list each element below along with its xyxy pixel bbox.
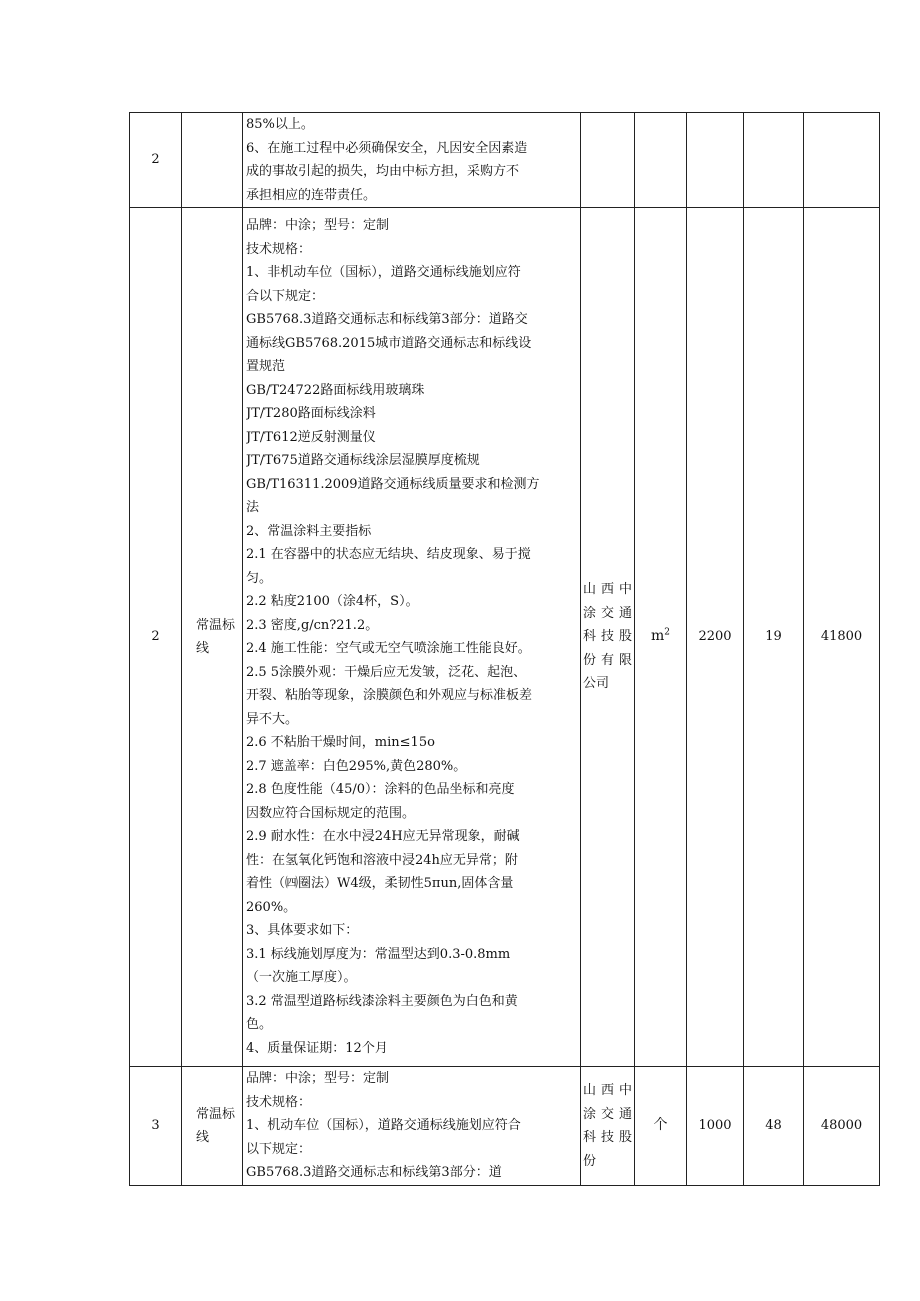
item-unit	[635, 208, 687, 1067]
item-total	[804, 113, 880, 208]
item-brand	[581, 113, 635, 208]
item-price	[744, 113, 804, 208]
item-description	[243, 208, 581, 1067]
item-quantity	[687, 113, 744, 208]
table-row	[130, 1067, 880, 1186]
description-line: 品牌：中涂；型号：定制	[246, 218, 390, 233]
row-number: 2	[130, 113, 182, 208]
description-line: 匀。	[246, 570, 273, 586]
description-line: （一次施工厚度）。	[246, 970, 357, 985]
description-line: 2.6 不粘胎干燥时间，min≤15o	[246, 735, 435, 750]
description-line: 因数应符合国标规定的范围。	[246, 805, 416, 821]
description-line: 6、在施工过程中必须确保安全，凡因安全因素造	[246, 140, 528, 156]
description-line: 85%以上。	[246, 117, 314, 132]
description-line: 2.4 施工性能：空气或无空气喷涂施工性能良好。	[246, 641, 531, 656]
description-line: 2.7 遮盖率：白色295%,黄色280%。	[246, 758, 467, 774]
item-description	[243, 1067, 581, 1186]
row-number: 3	[130, 1067, 182, 1186]
description-line: 通标线GB5768.2015城市道路交通标志和标线设	[246, 335, 532, 351]
description-line: 3.2 常温型道路标线漆涂料主要颜色为白色和黄	[246, 993, 518, 1009]
description-line: 2.2 粘度2100（涂4杯，S）。	[246, 594, 419, 609]
spec-table	[129, 112, 880, 1186]
description-line: 以下规定：	[246, 1141, 312, 1157]
description-line: GB5768.3道路交通标志和标线第3部分：道	[246, 1165, 502, 1180]
description-line: 1、非机动车位（国标），道路交通标线施划应符	[246, 265, 521, 280]
description-line: 3.1 标线施划厚度为：常温型达到0.3-0.8mm	[246, 946, 511, 962]
description-line: JT/T675道路交通标线涂层湿膜厚度梳规	[246, 453, 480, 468]
description-line: 色。	[246, 1017, 273, 1032]
description-line: 性：在氢氧化钙饱和溶液中浸24h应无异常；附	[246, 852, 518, 868]
unit-base: m	[650, 628, 665, 645]
unit-superscript: 2	[664, 627, 670, 638]
item-name: 常温标线	[182, 1067, 243, 1186]
item-total: 41800	[804, 208, 880, 1067]
description-line: 着性（㈣圈法）W4级，柔韧性5πun,固体含量	[246, 876, 514, 891]
description-line: 开裂、粘胎等现象，涂膜颜色和外观应与标准板差	[246, 688, 533, 703]
description-line: 技术规格：	[246, 241, 312, 257]
item-quantity: 1000	[687, 1067, 744, 1186]
item-brand: 山西中涂交通科技股份	[581, 1067, 635, 1186]
description-line: 260%。	[246, 899, 297, 915]
table-row	[130, 208, 880, 1067]
description-line: 2.3 密度,g/cn?21.2。	[246, 617, 379, 633]
item-unit	[635, 113, 687, 208]
item-name	[182, 113, 243, 208]
description-line: 4、质量保证期：12个月	[246, 1040, 388, 1056]
item-brand: 山西中涂交通科技股份有限公司	[581, 208, 635, 1067]
description-line: GB5768.3道路交通标志和标线第3部分：道路交	[246, 312, 528, 327]
item-description	[243, 113, 581, 208]
description-line: 2.5 5涂膜外观：干燥后应无发皱，泛花、起泡、	[246, 664, 527, 680]
item-quantity: 2200	[687, 208, 744, 1067]
item-price: 48	[744, 1067, 804, 1186]
description-line: 法	[246, 500, 260, 515]
description-line: JT/T612逆反射测量仪	[246, 429, 376, 445]
item-unit: 个	[635, 1067, 687, 1186]
description-line: 3、具体要求如下：	[246, 923, 359, 938]
description-line: 2.9 耐水性：在水中浸24H应无异常现象，耐碱	[246, 829, 520, 844]
item-name: 常温标线	[182, 208, 243, 1067]
description-line: 1、机动车位（国标），道路交通标线施划应符合	[246, 1118, 521, 1133]
table-row	[130, 113, 880, 208]
description-line: 合以下规定：	[246, 288, 325, 304]
description-line: 承担相应的连带责任。	[246, 187, 377, 203]
description-line: 2.8 色度性能（45/0）：涂料的色品坐标和亮度	[246, 782, 515, 797]
row-number: 2	[130, 208, 182, 1067]
description-line: 品牌：中涂；型号：定制	[246, 1071, 390, 1086]
description-line: 置规范	[246, 359, 286, 374]
item-total: 48000	[804, 1067, 880, 1186]
description-line: 技术规格：	[246, 1094, 312, 1110]
description-line: 2、常温涂料主要指标	[246, 523, 372, 539]
item-price: 19	[744, 208, 804, 1067]
description-line: 异不大。	[246, 711, 299, 727]
description-line: GB/T16311.2009道路交通标线质量要求和检测方	[246, 476, 540, 492]
description-line: 成的事故引起的损失，均由中标方担，采购方不	[246, 164, 520, 179]
description-line: GB/T24722路面标线用玻璃珠	[246, 382, 425, 398]
description-line: 2.1 在容器中的状态应无结块、结皮现象、易于搅	[246, 547, 531, 562]
description-line: JT/T280路面标线涂料	[246, 406, 376, 421]
